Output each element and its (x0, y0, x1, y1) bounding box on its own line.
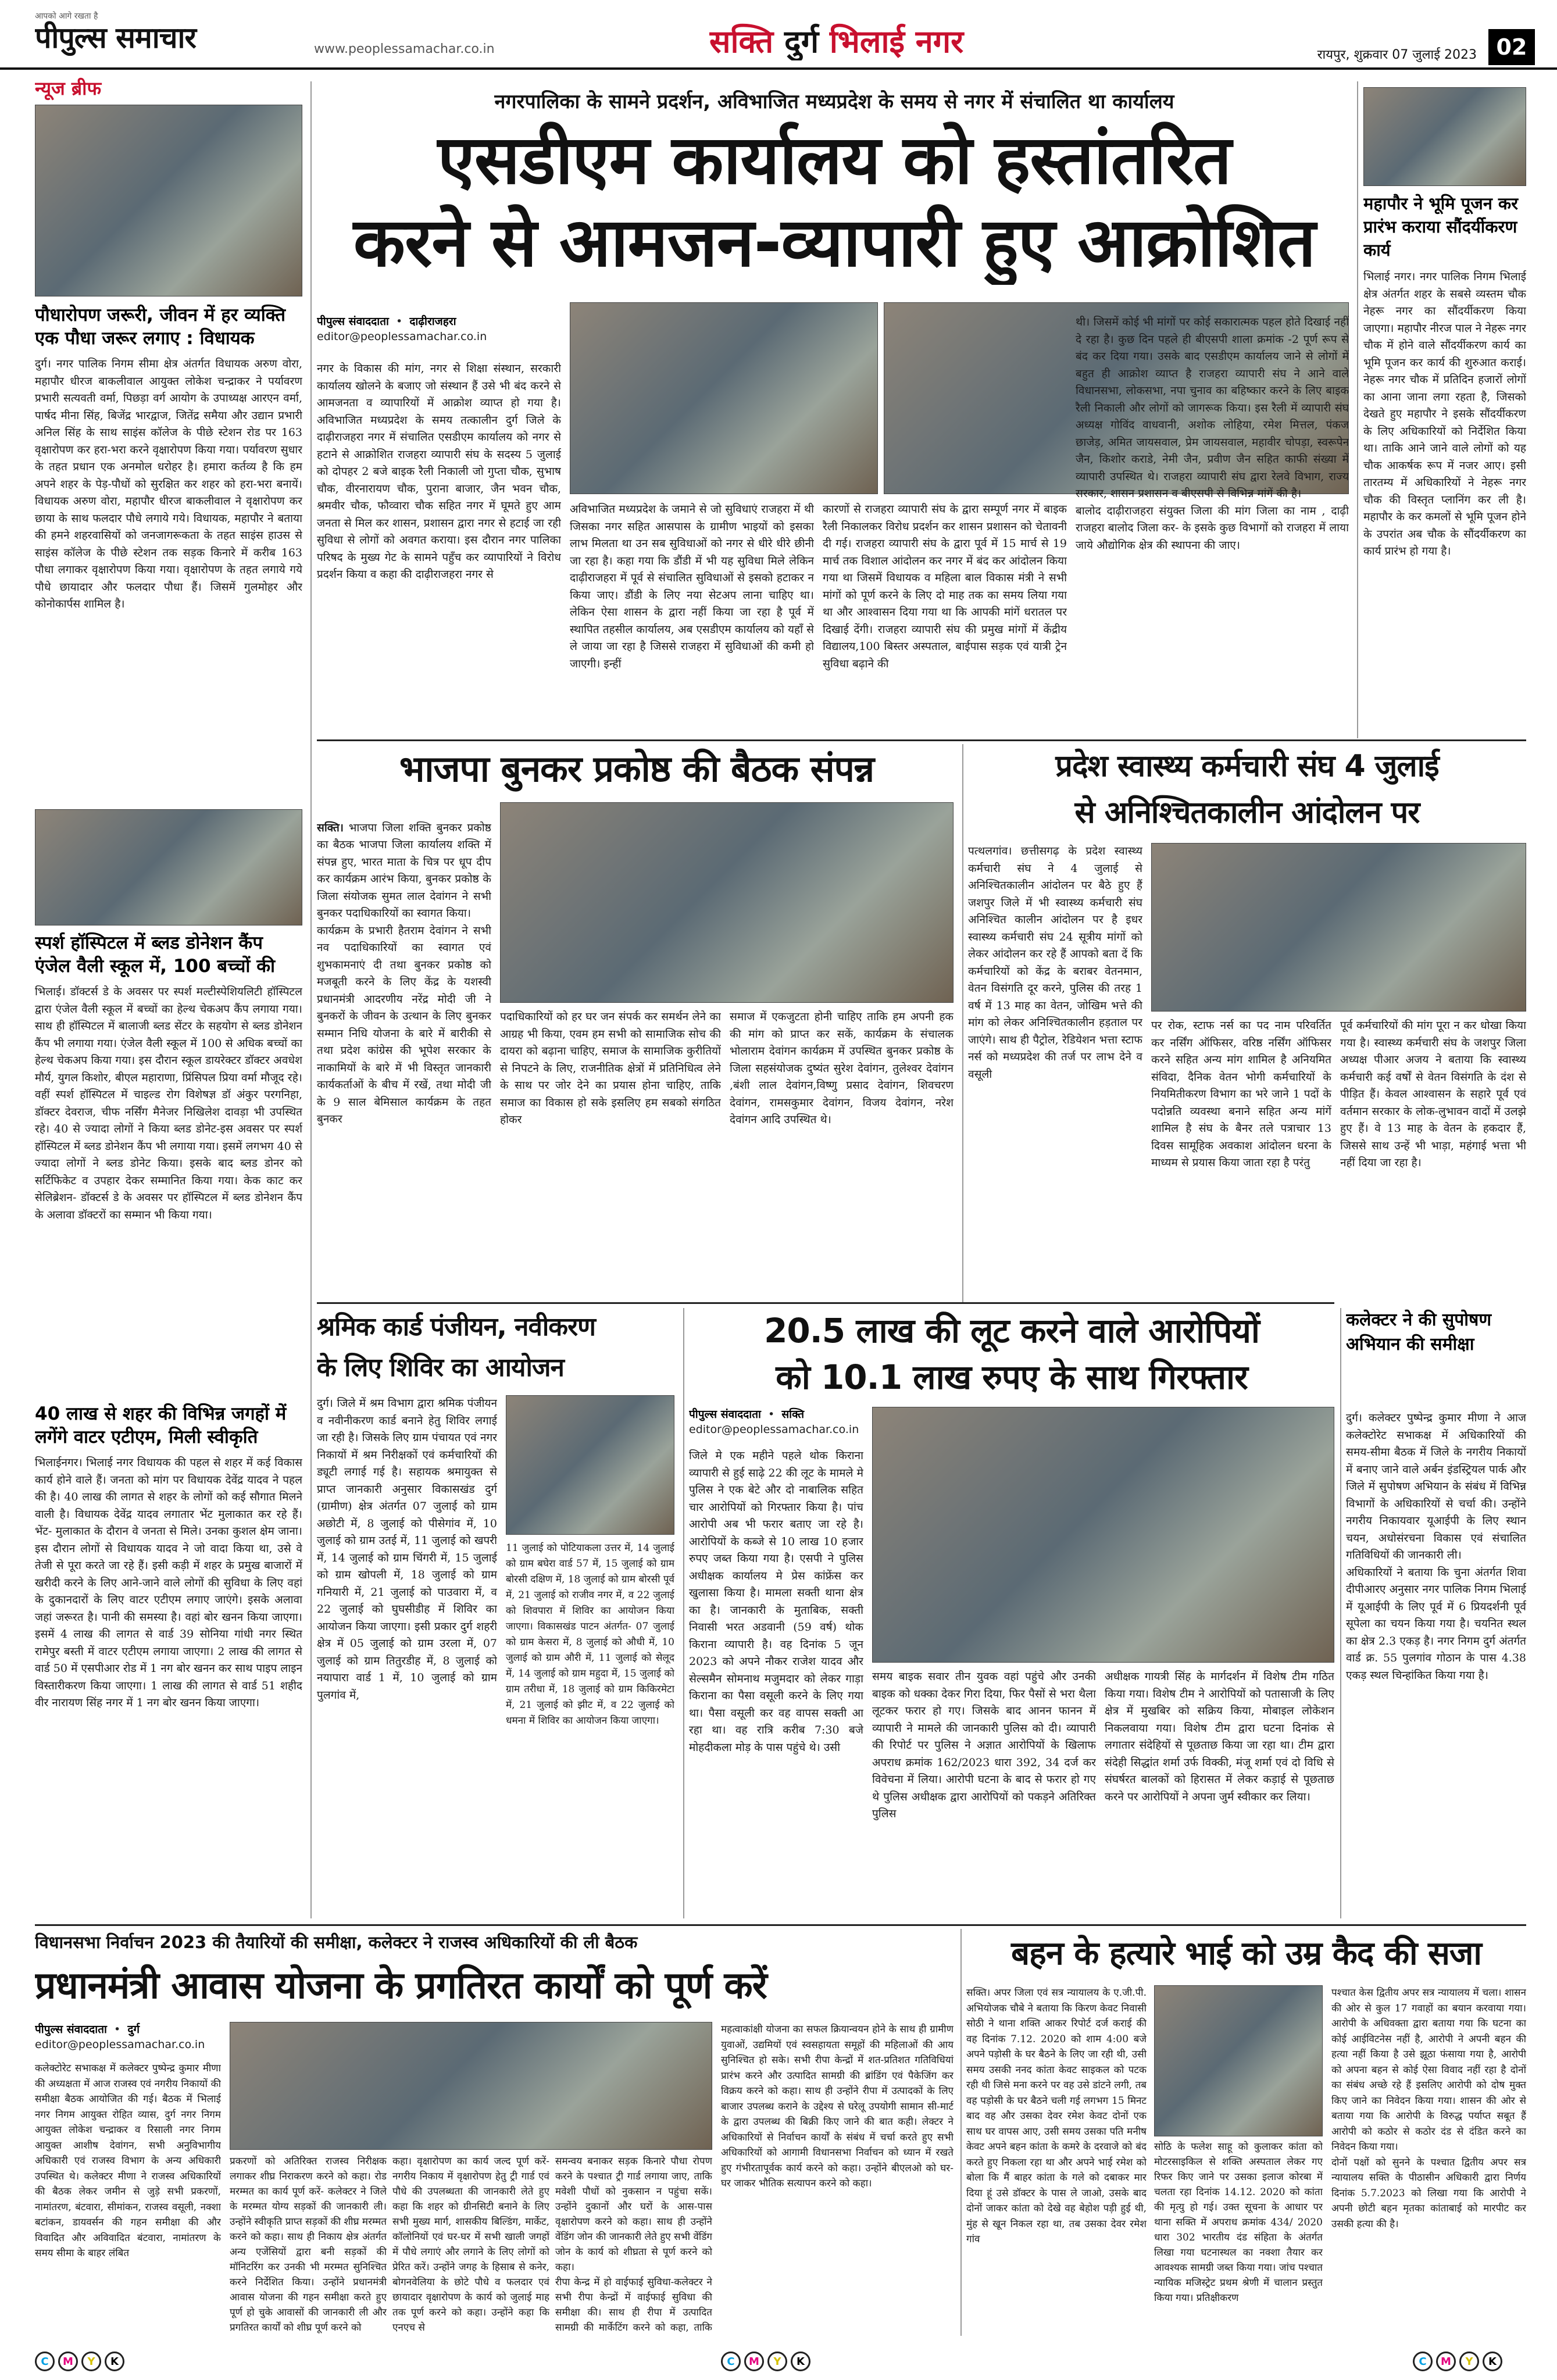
cmyk-m: M (58, 2352, 78, 2371)
loot-col-1: जिले मे एक महीने पहले थोक किराना व्यापारी से हुई साढ़े 22 की लूट के मामले मे पुलिस ने एक बेटे और दो नाबालिक सहित चार आरोपियों को गिरफ्तार किया है। पांच आरोपी अब भी फरार बताए जा रहे है। आरोपियों के कब्जे से 10 लाख 10 हजार रुपए जब्त किया गया है। एसपी ने पुलिस अधीक्षक कार्यालय मे प्रेस कांफ्रेंस कर खुलासा किया है। मामला सक्ती थाना क्षेत्र का है। जानकारी के मुताबिक, सक्ती निवासी भरत अडवानी (59 वर्ष) थोक किराना व्यापारी है। वह दिनांक 5 जून 2023 को अपने नौकर राजेश यादव और सेल्समैन सोमनाथ मजुमदार को लेकर गाड़ा किराना का पैसा वसूली करने के लिए गया था। पैसा वसूली कर वह वापस सक्ती आ रहा था। वह रात्रि करीब 7:30 बजे मोहदीकला मोड़ के पास पहुंचे थे। उसी (689, 1449, 863, 1754)
accused-photo (1154, 1985, 1323, 2136)
awas-meeting-photo (230, 2022, 712, 2150)
shramik-photo (506, 1395, 674, 1535)
brief3-body: भिलाईनगर। भिलाई नगर विधायक की पहल से शहर में कई विकास कार्य होने वाले हैं। जनता को मांग पर विधायक देवेंद्र यादव ने पहल की है। 40 लाख की लागत से शहर के लोगों को कई सौगात मिलने वाली है। विधायक देवेंद्र यादव लगातार भेंट मुलाकात कर रहे हैं। भेंट- मुलाकात के दौरान वे जनता से मिले। उनका कुशल क्षेम जाना। इस दौरान लोगों से विधायक यादव ने जो वादा किया था, उसे वे तेजी से पूरा करते जा रहे हैं। इसी कड़ी में शहर के प्रमुख बाजारों में खरीदी करने के लिए आने-जाने वाले लोगों की सुविधा के लिए वहां के दुकानदारों के लिए वाटर एटीएम लगाए जाएंगे। इसके अलावा जहां जरूरत है। पानी की समस्या है। वहां बोर खनन किया जाएगा। इसमें 4 लाख की लागत से वार्ड 39 सोनिया गांधी नगर स्थित रामेपुर बस्ती में वाटर एटीएम लगाया जाएगा। 2 लाख की लागत से वार्ड 50 में एसपीआर रोड में 1 नग बोर खनन कर साथ पाइप लाइन विस्तारीकरण किया जाएगा। 1 लाख की लागत से वार्ड 51 शहीद वीर नारायण सिंह नगर में 1 नग बोर खनन किया जाएगा। (35, 1456, 302, 1709)
bhai-col-1: सक्ति। अपर जिला एवं सत्र न्यायालय के ए.जी.पी. अभियोजक चौबे ने बताया कि किरण केवट निवासी सोठी ने थाना शक्ति आकर रिपोर्ट दर्ज कराई की वह दिनांक 7.12. 2020 को शाम 4:00 बजे अपने पड़ोसी के घर बैठने के लिए जा रही थी, उसी समय उसकी ननद कांता केवट साइकल को पटक रही थी जिसे मना करने पर वह उसे डांटने लगी, तब वह पड़ोसी के घर बैठने चली गई लगभग 15 मिनट बाद वह और उसका देवर रमेश केवट दोनों एक साथ घर वापस आए, उसी समय उसका पति मनीष केवट अपने बहन कांता के कमरे के दरवाजे को बंद करते हुए निकला रहा था और अपने भाई रमेश को बोला कि मैं बाहर कांता के गले को दबाकर मार दिया हूं उसे डॉक्टर के पास ले जाओ, उसके बाद दोनों जाकर कांता को देखे वह बेहोश पड़ी हुई थी, मुंह से खून निकल रहा था, तब उसका देवर रमेश गांव (966, 1987, 1147, 2245)
mayor-title: महापौर ने भूमि पूजन कर प्रारंभ कराया सौंदर्यीकरण कार्य (1363, 194, 1519, 260)
health-camp-photo (35, 809, 302, 925)
cmyk-y: Y (1459, 2352, 1479, 2371)
brief2-body: भिलाई। डॉक्टर्स डे के अवसर पर स्पर्श मल्टीस्पेशियलिटी हॉस्पिटल द्वारा एंजेल वैली स्कूल में बच्चों का हेल्थ चेकअप कैंप लगाया गया। साथ ही हॉस्पिटल में बालाजी ब्लड सेंटर के सहयोग से ब्लड डोनेशन कैंप भी लगाया गया। एंजेल वैली स्कूल में 100 से अधिक बच्चों का हेल्थ चेकअप किया गया। इस दौरान स्कूल डायरेक्टर डॉक्टर अवधेश मौर्य, युगल किशोर, बीएल महाराणा, प्रिंसिपल प्रिया वर्मा मौजूद रहे। वहीं स्पर्श हॉस्पिटल में चाइल्ड रोग विशेषज्ञ डॉ अंकुर परगनिहा, डॉक्टर देवराज, चीफ नर्सिंग मैनेजर निखिलेश दावड़ा भी उपस्थित रहे। 40 से ज्यादा लोगों ने किया ब्लड डोनेट-इस अवसर पर स्पर्श हॉस्पिटल में ब्लड डोनेशन कैंप भी लगाया गया। इसमें लगभग 40 से ज्यादा लोगों ने ब्लड डोनेट किया। इसके बाद ब्लड डोनर को सर्टिफिकेट व उपहार देकर सम्मानित किया गया। केक काट कर सेलिब्रेशन- डॉक्टर्स डे के अवसर पर हॉस्पिटल में ब्लड डोनेशन कैंप के अलावा डॉक्टरों का सम्मान भी किया गया। (35, 985, 302, 1221)
divider (1357, 81, 1358, 738)
awas-col-3: कहा। वृक्षारोपण का कार्य जल्द पूर्ण करें- नगरीय निकाय में वृक्षारोपण हेतु ट्री गार्ड एवं पौधे की उपलब्धता की जानकारी लेते हुए कहा कि शहर को ग्रीनसिटी बनाने के लिए सभी मुख्य मार्ग, शासकीय बिल्डिंग, मार्केट, कॉलोनियों एवं घर-घर में सभी खाली जगहों में पौधे लगाएं और लगाने के लिए लोगों को प्रेरित करें। उन्होंने जगह के हिसाब से कनेर, बोगनवेलिया के छोटे पौधे व फलदार एवं छायादार वृक्षारोपण के कार्य को जुलाई माह तक पूर्ण करने को कहा। उन्होंने कहा कि एनएच से (392, 2156, 549, 2333)
cmyk-c: C (35, 2352, 55, 2371)
loot-press-photo (872, 1407, 1334, 1663)
loot-byline-name: पीपुल्स संवाददाता (689, 1408, 761, 1421)
loot-headline-2: को 10.1 लाख रुपए के साथ गिरफ्तार (776, 1357, 1248, 1397)
lead-kicker: नगरपालिका के सामने प्रदर्शन, अविभाजित मध्यप्रदेश के समय से नगर में संचालित था कार्यालय (494, 90, 1174, 113)
brief3-title: 40 लाख से शहर की विभिन्न जगहों में लगेंगे वाटर एटीएम, मिली स्वीकृति (35, 1403, 287, 1448)
loot-headline-1: 20.5 लाख की लूट करने वाले आरोपियों (764, 1311, 1259, 1350)
shramik-headline-2: के लिए शिविर का आयोजन (317, 1353, 564, 1382)
collector-title: कलेक्टर ने की सुपोषण अभियान की समीक्षा (1346, 1310, 1492, 1355)
divider (962, 744, 963, 1302)
shramik-col-1: दुर्ग। जिले में श्रम विभाग द्वारा श्रमिक पंजीयन व नवीनीकरण कार्ड बनाने हेतु शिविर लगाई जा रही है। जिसके लिए ग्राम पंचायत एवं नगर निकायों में श्रम निरीक्षकों एवं कर्मचारियों की ड्यूटी लगाई गई है। सहायक श्रमायुक्त से प्राप्त जानकारी अनुसार विकासखंड दुर्ग (ग्रामीण) क्षेत्र अंतर्गत 07 जुलाई को ग्राम अछोटी में, 8 जुलाई को पीसेगांव में, 10 जुलाई को ग्राम उतई में, 11 जुलाई को खपरी में, 14 जुलाई को ग्राम चिंगरी में, 15 जुलाई को ग्राम खोपली में, 18 जुलाई को ग्राम गनियारी में, 21 जुलाई को पाउवारा में, व 22 जुलाई को घुघसीडीह में शिविर का आयोजन किया जाएगा। इसी प्रकार दुर्ग शहरी क्षेत्र में 05 जुलाई को ग्राम उरला में, 07 जुलाई को ग्राम तितुरडीह में, 8 जुलाई को नयापारा वार्ड 1 में, 10 जुलाई को ग्राम पुलगांव में, (317, 1397, 497, 1702)
cmyk-c: C (721, 2352, 741, 2371)
awas-col-1: कलेक्टोरेट सभाकक्ष में कलेक्टर पुष्पेन्द्र कुमार मीणा की अध्यक्षता में आज राजस्व एवं नगरीय निकायों की समीक्षा बैठक आयोजित की गई। बैठक में भिलाई नगर निगम आयुक्त रोहित व्यास, दुर्ग नगर निगम आयुक्त लोकेश चन्द्राकर व रिसाली नगर निगम आयुक्त आशीष देवांगन, सभी अनुविभागीय अधिकारी एवं राजस्व विभाग के अन्य अधिकारी उपस्थित थे। कलेक्टर मीणा ने राजस्व अधिकारियों की बैठक लेकर जमीन से जुड़े सभी प्रकरणों, नामांतरण, बंटवारा, सीमांकन, राजस्व वसूली, नक्शा बटांकन, डायवर्सन की गहन समीक्षा की और विवादित और अविवादित बंटवारा, नामांतरण के समय सीमा के बाहर लंबित (35, 2063, 221, 2259)
lead-byline-place: दाढ़ीराजहरा (409, 315, 456, 328)
cmyk-y: Y (767, 2352, 787, 2371)
health-col-3: पूर्व कर्मचारियों की मांग पूरा न कर धोखा किया गया है। स्वास्थ्य कर्मचारी संघ के जशपुर जिला अध्यक्ष पीआर अजय ने बताया कि स्वास्थ्य कर्मचारी कई वर्षों से वेतन विसंगति के दंश से पीड़ित हैं। केवल आश्वासन के सहारे पूर्व एवं वर्तमान सरकार के लोक-लुभावन वादों में उलझे हुए हैं। वे 13 माह के वेतन के हकदार हैं, जिससे साथ उन्हें भी भाड़ा, महंगाई भत्ता भी नहीं दिया जा रहा है। (1340, 1019, 1526, 1169)
awas-byline-email[interactable]: editor@peoplessamachar.co.in (35, 2038, 205, 2051)
edition-title-part1: सक्ति (709, 23, 774, 60)
loot-col-3: अधीक्षक गायत्री सिंह के मार्गदर्शन में विशेष टीम गठित किया गया। विशेष टीम ने आरोपियों को पतासाजी के लिए क्षेत्र में मुखबिर को सक्रिय किया, मोबाइल लोकेशन निकलवाया गया। विशेष टीम द्वारा घटना दिनांक से लगातार संदेहियों से पूछताछ किया जा रहा था। टीम द्वारा संदेही सिद्धांत शर्मा उर्फ विक्की, मंजू शर्मा एवं दो विधि से संघर्षरत बालकों को हिरासत में लेकर कड़ाई से पूछताछ करने पर आरोपियों ने अपना जुर्म स्वीकार कर लिया। (1105, 1670, 1334, 1803)
lead-byline: पीपुल्स संवाददाता • दाढ़ीराजहरा editor@peoplessamachar.co.in (317, 314, 561, 355)
bjp-col-2: पदाधिकारियों को हर घर जन संपर्क कर समर्थन लेने का आग्रह भी किया, एवम हम सभी को सामाजिक सोच की दायरा को बढ़ाना चाहिए, समाज के सामाजिक कुरीतियों से निपटने के लिए, राजनीतिक क्षेत्रों में प्रतिनिधित्व लेने के साथ पर जोर देने का प्रयास होना चाहिए, ताकि समाज का विकास हो सके इसलिए हम सबको संगठित होकर (500, 1010, 721, 1126)
awas-headline: प्रधानमंत्री आवास योजना के प्रगतिरत कार्यों को पूर्ण करें (35, 1964, 767, 2007)
divider (35, 1924, 1526, 1926)
cmyk-k: K (105, 2352, 124, 2371)
awas-byline-place: दुर्ग (127, 2023, 140, 2036)
awas-byline: पीपुल्स संवाददाता • दुर्ग editor@peoplessamachar.co.in (35, 2022, 221, 2057)
masthead (0, 0, 1557, 70)
lead-headline-2: करने से आमजन-व्यापारी हुए आक्रोशित (353, 203, 1316, 282)
awas-col-2: प्रकरणों को अतिरिक्त राजस्व निरीक्षक लगाकर शीघ्र निराकरण करने को कहा। रोड मरम्मत का कार्य पूर्ण करें- कलेक्टर ने जिले के मरम्मत योग्य सड़कों की जानकारी ली। उन्होंने स्वीकृति प्राप्त सड़कों की शीघ्र मरम्मत करने को कहा। साथ ही निकाय क्षेत्र अंतर्गत अन्य एजेंसियों द्वारा बनी सड़कों की मॉनिटरिंग कर उनकी भी मरम्मत सुनिश्चित करने निर्देशित किया। उन्होंने प्रधानमंत्री आवास योजना की गहन समीक्षा करते हुए पूर्ण हो चुके आवासों की जानकारी ली और प्रगतिरत कार्यों को शीघ्र पूर्ण करने को (230, 2156, 387, 2333)
mayor-body: भिलाई नगर। नगर पालिक निगम भिलाई क्षेत्र अंतर्गत शहर के सबसे व्यस्तम चौक नेहरू नगर का सौंदर्यीकरण किया जाएगा। महापौर नीरज पाल ने नेहरू नगर चौक में होने वाले सौंदर्यीकरण कार्य का भूमि पूजन कर कार्य की शुरुआत कराई। नेहरू नगर चौक में प्रतिदिन हजारों लोगों का आना जाना लगा रहता है, जिसको देखते हुए महापौर ने इसके सौंदर्यीकरण के लिए अधिकारियों को निर्देशित किया था। ताकि आने जाने वाले लोगों को यह चौक आकर्षक रूप में नजर आए। इसी तारतम्य में अधिकारियों ने नेहरू नगर चौक की विस्तृत प्लानिंग कर ली है। महापौर के कर कमलों से भूमि पूजन होने के उपरांत अब चौक के सौंदर्यीकरण का कार्य प्रारंभ हो गया है। (1363, 270, 1526, 558)
divider (317, 1302, 1334, 1304)
news-brief-label: न्यूज ब्रीफ (35, 77, 102, 99)
lead-byline-name: पीपुल्स संवाददाता (317, 315, 389, 328)
bhai-photo-caption: सोठि के फलेश साहू को कुलाकर कांता को मोटरसाइकिल से शक्ति अस्पताल लेकर गए रिफर किए जाने पर उसका इलाज कोरबा में चलता रहा दिनांक 14.12. 2020 को कांता की मृत्यु हो गई। उक्त सूचना के आधार पर थाना सक्ति में अपराध क्रमांक 434/ 2020 धारा 302 भारतीय दंड संहिता के अंतर्गत लिखा गया घटनास्थल का नक्शा तैयार कर आवश्यक सामग्री जब्त किया गया। जांच पश्चात न्यायिक मजिस्ट्रेट प्रथम श्रेणी में चालान प्रस्तुत किया गया। प्रतिक्षीकरण (1154, 2141, 1323, 2304)
cmyk-marks-right (1413, 2349, 1529, 2374)
bjp-col-1-text: भाजपा जिला शक्ति बुनकर प्रकोष्ठ का बैठक भाजपा जिला कार्यालय शक्ति में संपन्न हुए, भारत माता के चित्र पर धूप दीप कर कार्यक्रम आरंभ किया, बुनकर प्रकोष्ठ के जिला संयोजक सुमत लाल देवांगन ने सभी बुनकर पदाधिकारियों का स्वागत किया। कार्यक्रम के प्रभारी हैतराम देवांगन ने सभी नव पदाधिकारियों का स्वागत एवं शुभकामनाएं दी तथा बुनकर प्रकोष्ठ को मजबूती करने के लिए केंद्र के यशस्वी प्रधानमंत्री आदरणीय नरेंद्र मोदी जी ने बुनकरों के जीवन के उत्थान के लिए बुनकर सम्मान निधि योजना के बारे में बारीकी से तथा प्रदेश कांग्रेस की भूपेश सरकार के नाकामियों के बारे में भी विस्तृत जानकारी कार्यकर्ताओं के बीच में रखें, तथा मोदी जी के 9 साल बेमिसाल कार्यक्रम के तहत बुनकर (317, 821, 491, 1125)
cmyk-y: Y (81, 2352, 101, 2371)
bhai-headline: बहन के हत्यारे भाई को उम्र कैद की सजा (1011, 1935, 1481, 1972)
health-protest-photo (1151, 843, 1526, 1012)
brief1-body: दुर्ग। नगर पालिक निगम सीमा क्षेत्र अंतर्गत विधायक अरुण वोरा, महापौर धीरज बाकलीवाल आयुक्त लोकेश चन्द्राकर ने पर्यावरण प्रभारी सत्यवती वर्मा, पिछड़ा वर्ग आयोग के उपाध्यक्ष आरएन वर्मा, पार्षद मीना सिंह, बिजेंद्र भारद्वाज, जितेंद्र समैया और उद्यान प्रभारी अनिल सिंह के साथ साइंस कॉलेज के पीछे स्टेशन रोड पर 163 वृक्षारोपण कर हरा-भरा करने वृक्षारोपण किया गया। पर्यावरण सुधार के तहत प्रधान एक अनमोल धरोहर है। हमारा कर्तव्य है कि हम अपने शहर के पेड़-पौधों को सुरक्षित कर शहर को हरा-भरा बनायें। विधायक अरुण वोरा, महापौर धीरज बाकलीवाल ने वृक्षारोपण कर छाया के साथ फलदार पौधे लगाये गये। विधायक, महापौर ने बताया की हमने शहरवासियों को जनजागरूकता के तहत साइंस हाउस से साइंस कॉलेज के पीछे स्टेशन तक सड़क किनारे में करीब 163 पौधा लगाकर वृक्षारोपण किया गया। वृक्षारोपण के तहत लगाये गये पौधे छायादार और फलदार पौधा हैं। जिसमें गुलमोहर और कोनोकार्पस शामिल है। (35, 358, 302, 610)
cmyk-k: K (791, 2352, 810, 2371)
cmyk-c: C (1413, 2352, 1433, 2371)
website-url[interactable]: www.peoplessamachar.co.in (314, 42, 495, 56)
logo-tagline: आपको आगे रखता है (35, 12, 98, 21)
health-headline-1: प्रदेश स्वास्थ्य कर्मचारी संघ 4 जुलाई (1055, 749, 1439, 784)
lead-col-1: नगर के विकास की मांग, नगर से शिक्षा संस्थान, सरकारी कार्यालय खोलने के बजाए जो संस्थान हैं उसे भी बंद करने से आमजनता व व्यापारियों में आक्रोश व्याप्त हो गया है। अविभाजित मध्यप्रदेश के समय तत्कालीन दुर्ग जिले के दाढ़ीराजहरा नगर में संचालित एसडीएम कार्यालय को नगर से हटाने से आक्रोशित राजहरा व्यापारी संघ के सदस्य 5 जुलाई को दोपहर 2 बजे बाइक रैली निकाली जो गुप्ता चौक, सुभाष चौक, वीरनारायण चौक, पुराना बाजार, जैन भवन चौक, श्रमवीर चौक, फौव्वारा चौक सहित नगर में घूमते हुए आम जनता से मिल कर शासन, प्रशासन द्वारा नगर से हटाई जा रही सुविधा से लोगों को अवगत कराया। इस दौरान नगर पालिका परिषद के मुख्य गेट के सामने पहुँच कर व्यापारियों ने विरोध प्रदर्शन किया व कहा की दाढ़ीराजहरा नगर से (317, 362, 561, 581)
cmyk-marks-center (721, 2349, 837, 2374)
newspaper-logo[interactable] (35, 10, 267, 63)
cmyk-m: M (744, 2352, 764, 2371)
loot-byline: पीपुल्स संवाददाता • सक्ति editor@peoplessamachar.co.in (689, 1407, 863, 1442)
brief2-title: स्पर्श हॉस्पिटल में ब्लड डोनेशन कैंप एंजेल वैली स्कूल में, 100 बच्चों की (35, 932, 276, 977)
awas-byline-name: पीपुल्स संवाददाता (35, 2023, 107, 2036)
bjp-col-1 (317, 802, 491, 1296)
bhai-col-2: पश्चात केस द्वितीय अपर सत्र न्यायालय में चला। शासन की ओर से कुल 17 गवाहों का बयान करवाया गया। आरोपी के अधिवक्ता द्वारा बताया गया कि घटना का कोई आईविटनेस नहीं है, आरोपी ने अपनी बहन की हत्या नहीं किया है उसे झूठा फंसाया गया है, आरोपी को अपना बहन से कोई ऐसा विवाद नहीं रहा है दोनों का संबंध अच्छे रहे हैं इसलिए आरोपी को दोष मुक्त किए जाने का निवेदन किया गया। शासन की ओर से बताया गया कि आरोपी के विरुद्ध पर्याप्त सबूत हैं आरोपी को कठोर से कठोर दंड से दंडित करने का निवेदन किया गया। दोनों पक्षों को सुनने के पश्चात द्वितीय अपर सत्र न्यायालय सक्ति के पीठासीन अधिकारी द्वारा निर्णय दिनांक 5.7.2023 को लिखा गया कि आरोपी ने अपनी छोटी बहन मृतका कांताबाई को मारपीट कर उसकी हत्या की है। (1331, 1987, 1526, 2230)
shramik-headline-1: श्रमिक कार्ड पंजीयन, नवीकरण (317, 1312, 595, 1342)
cmyk-m: M (1436, 2352, 1456, 2371)
lead-col-4: थी। जिसमें कोई भी मांगों पर कोई सकारात्मक पहल होते दिखाई नहीं दे रहा है। कुछ दिन पहले ही बीएसपी शाला क्रमांक -2 पूर्ण रूप से बंद कर दिया गया। उसके बाद एसडीएम कार्यालय जाने से लोगों में बहुत ही आक्रोश व्याप्त है राजहरा व्यापारी संघ ने आने वाले विधानसभा, लोकसभा, नपा चुनाव का बहिष्कार करने के लिए बाइक रैली निकाली और लोगों को जागरूक किया। इस रैली में व्यापारी संघ अध्यक्ष गोविंद वाधवानी, अशोक लोहिया, रमेश मित्तल, पंकज छाजेड़, अमित जायसवाल, प्रेम जायसवाल, महावीर चोपड़ा, स्वरूपेन जैन, किशोर कराडे, नेमी जैन, प्रवीण जैन सहित काफी संख्या में व्यापारी उपस्थित थे। राजहरा व्यापारी संघ द्वारा रेलवे विभाग, राज्य सरकार, शासन प्रशासन व बीएसपी से विभिन्न मांगें की है। बालोद दाढ़ीराजहरा संयुक्त जिला की मांग जिला का नाम , दाढ़ी राजहरा बालोद जिला कर- के इसके कुछ विभागों को राजहरा में लाया जाये औद्योगिक क्षेत्र की स्थापना की जाए। (1076, 316, 1349, 552)
awas-kicker: विधानसभा निर्वाचन 2023 की तैयारियों की समीक्षा, कलेक्टर ने राजस्व अधिकारियों की ली बैठक (35, 1932, 638, 1952)
health-col-1: पत्थलगांव। छत्तीसगढ़ के प्रदेश स्वास्थ्य कर्मचारी संघ ने 4 जुलाई से अनिश्चितकालीन आंदोलन पर बैठे हुए हैं जशपुर जिले में भी स्वास्थ्य कर्मचारी संघ अनिश्चित कालीन आंदोलन पर है इधर स्वास्थ्य कर्मचारी संघ 24 सूत्रीय मांगों को लेकर आंदोलन कर रहे हैं आपको बता दें कि कर्मचारियों को केंद्र के बराबर वेतनमान, वेतन विसंगति दूर करने, पुलिस की तरह 1 वर्ष में 13 माह का वेतन, जोखिम भत्ते की मांग को लेकर अनिश्चितकालीन हड़ताल पर जाएंगे। साथ ही पैट्रोल, रेडियेशन भत्ता स्टाफ नर्स को मध्यप्रदेश की तर्ज पर लाभ देने व वसूली (968, 845, 1142, 1081)
logo-text: पीपुल्स समाचार (35, 21, 196, 55)
lead-col-2: अविभाजित मध्यप्रदेश के जमाने से जो सुविधाएं राजहरा में थी जिसका नगर सहित आसपास के ग्रामीण भाइयों को इसका लाभ मिलता था उन सब सुविधाओं को नगर से धीरे धीरे छीनी जा रहा है। कहा गया कि डौंडी में भी यह सुविधा मिले लेकिन दाढ़ीराजहरा में पूर्व से संचालित सुविधाओं से इसको हटाकर न किया जाए। डौंडी के लिए नया सेटअप लाना चाहिए था। लेकिन ऐसा शासन के द्वारा नहीं किया जा रहा है पूर्व में स्थापित तहसील कार्यालय, अब एसडीएम कार्यालय को यहाँ से ले जाया जा रहा है जिससे राजहरा में सुविधाओं की कमी हो जाएगी। इन्हीं (570, 503, 814, 670)
edition-title-part2: दुर्ग (784, 23, 819, 60)
lead-byline-email[interactable]: editor@peoplessamachar.co.in (317, 330, 487, 343)
page-number: 02 (1488, 29, 1535, 65)
divider (683, 1308, 684, 1918)
health-headline-2: से अनिश्चितकालीन आंदोलन पर (1074, 795, 1420, 830)
cmyk-k: K (1483, 2352, 1502, 2371)
plantation-photo (35, 105, 302, 296)
bjp-headline: भाजपा बुनकर प्रकोष्ठ की बैठक संपन्न (399, 748, 874, 790)
health-col-2: पर रोक, स्टाफ नर्स का पद नाम परिवर्तित कर नर्सिंग ऑफिसर, वरिष्ठ नर्सिंग ऑफिसर करने सहित अन्य मांग शामिल है अनियमित संविदा, दैनिक वेतन भोगी कर्मचारियों के नियमितीकरण विभाग का भरे जाने 1 पदों के पदोन्नति व्यवस्था बनाने सहित अन्य मांगें शामिल है संघ के बैनर तले पत्राचार 13 दिवस सामूहिक अवकाश आंदोलन धरना के माध्यम से प्रयास किया जाता रहा है परंतु (1151, 1019, 1331, 1169)
shramik-col-2: 11 जुलाई को पोटियाकला उत्तर में, 14 जुलाई को ग्राम बघेरा वार्ड 57 में, 15 जुलाई को ग्राम बोरसी दक्षिण में, 18 जुलाई को ग्राम बोरसी पूर्व में, 21 जुलाई को राजीव नगर में, व 22 जुलाई को शिवपारा में शिविर का आयोजन किया जाएगा। विकासखंड पाटन अंतर्गत- 07 जुलाई को ग्राम केसरा में, 8 जुलाई को औधी में, 10 जुलाई को ग्राम औरी में, 11 जुलाई को सेलूद में, 14 जुलाई को ग्राम महुदा में, 15 जुलाई को ग्राम तरीधा में, 18 जुलाई को ग्राम किकिरमेटा में, 21 जुलाई को झीट में, व 22 जुलाई को धमना में शिविर का आयोजन किया जाएगा। (506, 1542, 674, 1727)
cmyk-marks-left (35, 2349, 151, 2374)
loot-col-2: समय बाइक सवार तीन युवक वहां पहुंचे और उनकी बाइक को धक्का देकर गिरा दिया, फिर पैसों से भरा थैला लूटकर फरार हो गए। जिसके बाद आनन फानन में व्यापारी ने मामले की जानकारी पुलिस को दी। व्यापारी की रिपोर्ट पर पुलिस ने अज्ञात आरोपियों के खिलाफ अपराध क्रमांक 162/2023 धारा 392, 34 दर्ज कर विवेचना में लिया। आरोपी घटना के बाद से फरार हो गए थे पुलिस अधीक्षक द्वारा आरोपियों को पकड़ने अतिरिक्त पुलिस (872, 1670, 1096, 1820)
lead-col-3: कारणों से राजहरा व्यापारी संघ के द्वारा सम्पूर्ण नगर में बाइक रैली निकालकर विरोध प्रदर्शन कर शासन प्रशासन को चेतावनी दी गई। राजहरा व्यापारी संघ के द्वारा पूर्व में 15 मार्च से 19 मार्च तक विशाल आंदोलन कर नगर में बंद कर आंदोलन किया गया था जिसमें विधायक व महिला बाल विकास मंत्री ने सभी मांगों को पूर्ण करने के लिए दो माह तक का समय लिया गया था और आश्वासन दिया गया था कि आपकी मांगें धरातल पर दिखाई देंगी। राजहरा व्यापारी संघ की प्रमुख मांगों में केंद्रीय विद्यालय,100 बिस्तर अस्पताल, बाईपास सड़क एवं यात्री ट्रेन सुविधा बढ़ाने की (823, 503, 1067, 670)
loot-byline-email[interactable]: editor@peoplessamachar.co.in (689, 1423, 859, 1436)
bjp-col-3: समाज में एकजुटता होनी चाहिए ताकि हम अपनी हक की मांग को प्राप्त कर सकें, कार्यक्रम के संचालक भोलाराम देवांगन कार्यक्रम में उपस्थित बुनकर प्रकोष्ठ के जिला सहसंयोजक दुष्यंत सुरेश देवांगन, तुलेश्वर देवांगन ,बंशी लाल देवांगन,विष्णु प्रसाद देवांगन, शिवचरण देवांगन, रामसकुमार देवांगन, विजय देवांगन, नरेश देवांगन आदि उपस्थित थे। (730, 1010, 954, 1126)
lead-photo-1 (570, 302, 878, 494)
divider (317, 739, 1526, 741)
bjp-meeting-photo (500, 802, 954, 1003)
divider (310, 81, 312, 1918)
bjp-dateline: सक्ति। (317, 821, 344, 834)
mayor-photo (1363, 87, 1526, 186)
divider (1340, 1308, 1341, 1918)
awas-col-4: समन्वय बनाकर सड़क किनारे पौधा रोपण करने के पश्चात ट्री गार्ड लगाया जाए, ताकि मवेशी पौधों को नुकसान न पहुंचा सकें। उन्होंने दुकानों और घरों के आस-पास वृक्षारोपण करने को कहा। साथ ही उन्होंने वेंडिंग जोन की जानकारी लेते हुए सभी वेंडिंग जोन के कार्य को शीघ्रता से पूर्ण करने को कहा। रीपा केन्द्र में हो वाईफाई सुविधा-कलेक्टर ने सभी रीपा केन्द्रों में वाईफाई सुविधा की समीक्षा की। साथ ही रीपा में उत्पादित सामग्री की मार्केटिंग करने को कहा, ताकि (555, 2156, 712, 2333)
collector-body: दुर्ग। कलेक्टर पुष्पेन्द्र कुमार मीणा ने आज कलेक्टोरेट सभाकक्ष में अधिकारियों की समय-सीमा बैठक में जिले के नगरीय निकायों में बनाए जाने वाले अर्बन इंडस्ट्रियल पार्क और जिले में सुपोषण अभियान के संबंध में विभिन्न विभागों के अधिकारियों से चर्चा की। उन्होंने नगरीय निकायवार यूआईपी के लिए स्थान चयन, अधोसंरचना विकास एवं संचालित गतिविधियों की जानकारी ली। अधिकारियों ने बताया कि चुना अंतर्गत शिवा दीपीआरए अनुसार नगर पालिक निगम भिलाई में यूआईपी के लिए पूर्व में 6 प्रियदर्शनी पूर्व सूपेला का चयन किया गया है। चयनित स्थल का क्षेत्र 2.3 एकड़ है। नगर निगम दुर्ग अंतर्गत वार्ड क्र. 55 पुलगांव गोठान के पास 4.38 एकड़ स्थल चिन्हांकित किया गया है। (1346, 1411, 1526, 1682)
loot-byline-place: सक्ति (781, 1408, 805, 1421)
brief1-title: पौधारोपण जरूरी, जीवन में हर व्यक्ति एक पौधा जरूर लगाए : विधायक (35, 305, 286, 349)
lead-headline-1: एसडीएम कार्यालय को हस्तांतरित (437, 121, 1231, 199)
dateline: रायपुर, शुक्रवार 07 जुलाई 2023 (1317, 48, 1477, 62)
edition-title-part3: भिलाई नगर (829, 23, 964, 60)
divider (960, 1929, 962, 2336)
edition-title (709, 23, 1116, 60)
awas-col-5: महत्वाकांक्षी योजना का सफल क्रियान्वयन होने के साथ ही ग्रामीण युवाओं, उद्यमियों एवं स्वसहायता समूहों की महिलाओं की आय सुनिश्चित हो सके। सभी रीपा केन्द्रों में शत-प्रतिशत गतिविधियां प्रारंभ करने और उत्पादित सामग्री की ब्रांडिंग एवं पैकेजिंग कर विक्रय करने को कहा। साथ ही उन्होंने रीपा में उत्पादकों के लिए बाजार उपलब्ध कराने के उद्देश्य से घरेलू उपयोगी सामान सी-मार्ट के द्वारा उपलब्ध की बिक्री किए जाने की बात कही। लेक्टर ने अधिकारियों से निर्वाचन कार्यों के संबंध में चर्चा करते हुए सभी अधिकारियों को आगामी विधानसभा निर्वाचन को ध्यान में रखते हुए गंभीरतापूर्वक कार्य करने को कहा। उन्होंने बीएलओ को घर-घर जाकर भौतिक सत्यापन करने को कहा। (721, 2024, 954, 2189)
